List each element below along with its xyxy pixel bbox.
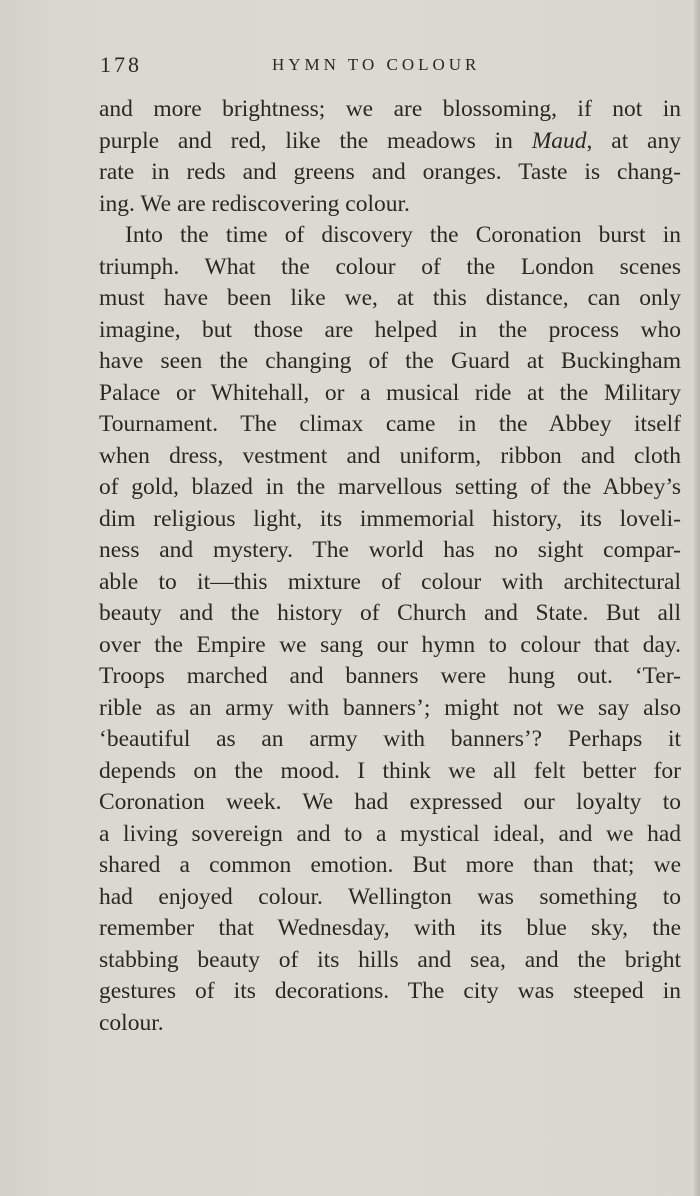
text-line: Troops marched and banners were hung out. ‘Ter- bbox=[99, 663, 681, 689]
text-line: over the Empire we sang our hymn to colour that day. bbox=[99, 631, 681, 658]
text-line: had enjoyed colour. Wellington was something to bbox=[99, 883, 681, 910]
text-line: shared a common emotion. But more than that; we bbox=[99, 852, 681, 878]
text-line: a living sovereign and to a mystical ideal, and we had bbox=[99, 820, 681, 847]
text-line: dim religious light, its immemorial history, its loveli- bbox=[99, 505, 681, 532]
text-line: able to it—this mixture of colour with architectural bbox=[99, 568, 681, 595]
text-line: gestures of its decorations. The city was steeped in bbox=[99, 978, 681, 1004]
running-head: HYMN TO COLOUR bbox=[272, 55, 481, 74]
text-line: depends on the mood. I think we all felt better for bbox=[99, 757, 681, 784]
italic-title: Maud bbox=[531, 127, 587, 154]
text-line: remember that Wednesday, with its blue sky, the bbox=[99, 915, 681, 941]
text-line: triumph. What the colour of the London scenes bbox=[99, 253, 681, 280]
text-line: and more brightness; we are blossoming, if not in bbox=[99, 96, 681, 122]
text-line: rible as an army with banners’; might not we say also bbox=[99, 694, 681, 721]
page-header bbox=[100, 52, 680, 84]
body-text bbox=[99, 94, 681, 1039]
text-line: when dress, vestment and uniform, ribbon and cloth bbox=[99, 442, 681, 469]
text-line: must have been like we, at this distance, can only bbox=[99, 285, 681, 311]
text-line: ‘beautiful as an army with banners’? Perhaps it bbox=[99, 726, 681, 752]
text-line: Palace or Whitehall, or a musical ride at the Military bbox=[99, 379, 681, 406]
text-line: Tournament. The climax came in the Abbey itself bbox=[99, 411, 681, 437]
page-number: 178 bbox=[100, 52, 142, 77]
text-line: stabbing beauty of its hills and sea, and the bright bbox=[99, 946, 681, 973]
text-line: ing. We are rediscovering colour. bbox=[99, 190, 410, 217]
text-line: purple and red, like the meadows in Maud, at any bbox=[99, 127, 681, 154]
page-edge bbox=[694, 0, 700, 1196]
text-line: ness and mystery. The world has no sight compar- bbox=[99, 537, 681, 563]
text-line: have seen the changing of the Guard at Buckingham bbox=[99, 348, 681, 374]
text-line: colour. bbox=[99, 1009, 164, 1036]
text-line: rate in reds and greens and oranges. Taste is chang- bbox=[99, 159, 681, 185]
paragraph-first-line: Into the time of discovery the Coronation burst in bbox=[125, 222, 681, 248]
text-line: Coronation week. We had expressed our loyalty to bbox=[99, 789, 681, 815]
text-line: imagine, but those are helped in the process who bbox=[99, 316, 681, 343]
text-line: beauty and the history of Church and State. But all bbox=[99, 600, 681, 626]
text-line: of gold, blazed in the marvellous setting of the Abbey’s bbox=[99, 474, 681, 500]
